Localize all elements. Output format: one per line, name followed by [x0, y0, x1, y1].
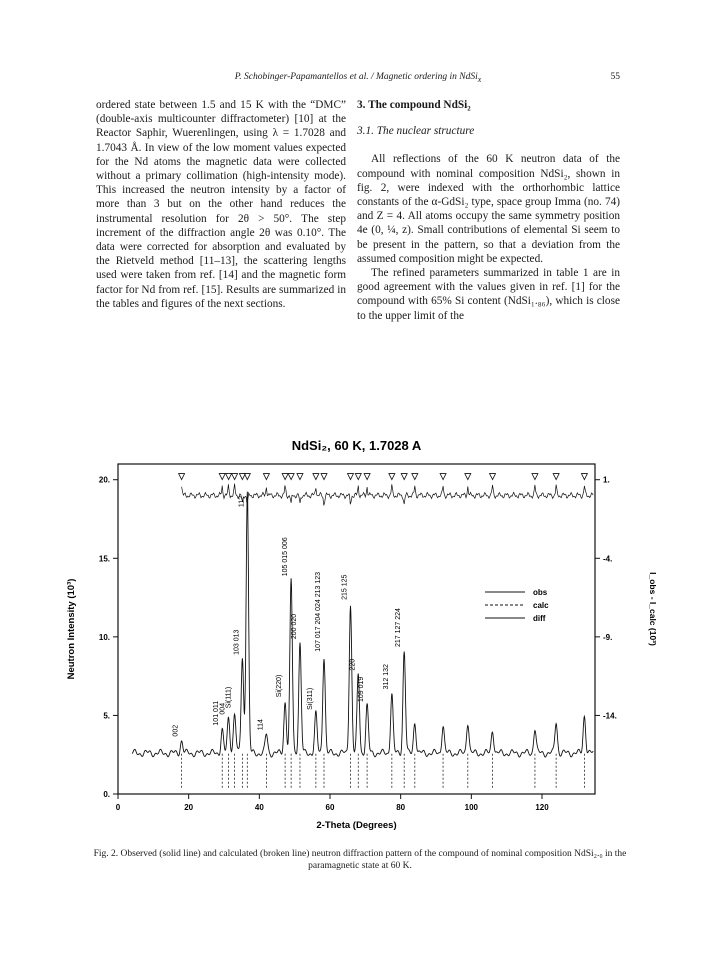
right-tick-label: -14.	[603, 711, 617, 721]
y-tick-label: 5.	[103, 711, 110, 721]
reflection-marker	[282, 474, 288, 480]
x-tick-label: 20	[184, 803, 194, 812]
peak-label: Si(111)	[225, 686, 233, 709]
observed-series	[132, 492, 593, 757]
peak-label: 002	[172, 724, 180, 737]
peak-label: 217 127 224	[395, 608, 403, 647]
section-title: 3. The compound NdSi₂	[357, 99, 471, 111]
x-tick-label: 120	[535, 803, 549, 812]
reflection-marker	[232, 474, 238, 480]
peak-label: 107 017 204 024 213 123	[314, 571, 322, 652]
x-tick-label: 80	[396, 803, 406, 812]
right-tick-label: 1.	[603, 475, 610, 485]
page-number: 55	[610, 72, 620, 82]
diffraction-chart	[60, 432, 670, 842]
peak-label: 114	[257, 719, 265, 731]
running-header	[96, 72, 620, 86]
peak-label: 220	[349, 658, 357, 671]
running-title: P. Schobinger-Papamantellos et al. / Magnetic ordering in NdSi	[234, 72, 478, 82]
reflection-marker	[263, 474, 269, 480]
peak-label: 103 013	[233, 629, 241, 655]
peak-label: Si(311)	[306, 687, 314, 710]
figure-caption: Fig. 2. Observed (solid line) and calculated (broken line) neutron diffraction pattern of the compound of nominal composition NdSi₂.₀ in the paramagnetic state at 60 K.	[93, 849, 627, 871]
subsection-title: 3.1. The nuclear structure	[357, 125, 475, 138]
figure-2	[60, 432, 670, 842]
left-column	[96, 98, 346, 311]
peak-label: 215 125	[341, 574, 349, 600]
peak-label: 109 019	[358, 676, 366, 702]
reflection-marker	[581, 474, 587, 480]
left-paragraph: ordered state between 1.5 and 15 K with the “DMC” (double-axis multicounter diffractometer) [10] at the Reactor Saphir, Wuerenlingen, using λ = 1.7028 and 1.7043 Å. In view of the low moment values expected for the Nd atoms the magnetic data were collected without a primary collimation (high-intensity mode). This increased the neutron intensity by a factor of more than 3 but on the other hand reduces the instrumental resolution for 2θ > 50°. The step increment of the diffraction angle 2θ was 0.10°. The data were corrected for absorption and evaluated by the Rietveld method [11–13], the scattering lengths used were taken from ref. [14] and the magnetic form factor for Nd from ref. [15]. Results are summarized in the tables and figures of the next sections.	[96, 99, 346, 310]
peak-label: 105 015 006	[282, 537, 290, 577]
reflection-marker	[553, 474, 559, 480]
plot-frame	[118, 464, 595, 794]
reflection-marker	[412, 474, 418, 480]
x-tick-label: 60	[325, 803, 335, 812]
reflection-marker	[297, 474, 303, 480]
chart-title: NdSi₂, 60 K, 1.7028 A	[291, 438, 422, 453]
legend-label: obs	[533, 588, 548, 597]
right-paragraph-2: The refined parameters summarized in table 1 are in good agreement with the values given in ref. [1] for the compound with 65% Si content (NdSi₁.₈₆), which is close to the upper limit of the	[357, 267, 620, 322]
peak-label: Si(220)	[276, 674, 284, 698]
peak-label: 112	[238, 495, 246, 508]
reflection-marker	[313, 474, 319, 480]
legend-label: diff	[533, 614, 546, 623]
reflection-marker	[288, 474, 294, 480]
right-paragraph-1: All reflections of the 60 K neutron data of the compound with nominal composition NdSi₂, shown in fig. 2, were indexed with the orthorhombic lattice constants of the α-GdSi₂ type, space group Imma (no. 74) and Z = 4. All atoms occupy the same symmetry position 4e (0, ¼, z). Small contributions of elemental Si seem to be present in the pattern, so that a deviation from the assumed composition might be expected.	[357, 153, 620, 265]
x-tick-label: 100	[464, 803, 479, 812]
reflection-marker	[465, 474, 471, 480]
reflection-marker	[364, 474, 370, 480]
reflection-marker	[226, 474, 232, 480]
reflection-marker	[401, 474, 407, 480]
y-tick-label: 10.	[98, 632, 110, 642]
right-axis-label: I_obs - I_calc (10³)	[648, 572, 658, 646]
reflection-marker	[179, 474, 185, 480]
peak-label: 200 020	[290, 613, 298, 640]
reflection-marker	[355, 474, 361, 480]
legend-label: calc	[533, 601, 549, 610]
x-axis-label: 2-Theta (Degrees)	[316, 820, 397, 831]
reflection-marker	[347, 474, 353, 480]
x-tick-label: 40	[254, 803, 264, 812]
reflection-marker	[490, 474, 496, 480]
reflection-marker	[321, 474, 327, 480]
y-axis-label: Neutron Intensity (10³)	[66, 578, 77, 680]
reflection-marker	[532, 474, 538, 480]
right-tick-label: -4.	[603, 554, 613, 564]
running-title-subscript: x	[477, 74, 482, 84]
y-tick-label: 15.	[98, 554, 110, 564]
y-tick-label: 0.	[103, 790, 110, 799]
right-tick-label: -9.	[603, 632, 613, 642]
y-tick-label: 20.	[98, 475, 110, 485]
right-column	[357, 98, 620, 323]
reflection-marker	[389, 474, 395, 480]
peak-label: 101 011	[213, 700, 221, 726]
peak-label: 004	[219, 702, 227, 715]
peak-label: 312 132	[382, 664, 390, 690]
reflection-marker	[219, 474, 225, 480]
reflection-marker	[440, 474, 446, 480]
x-tick-label: 0	[115, 803, 121, 812]
